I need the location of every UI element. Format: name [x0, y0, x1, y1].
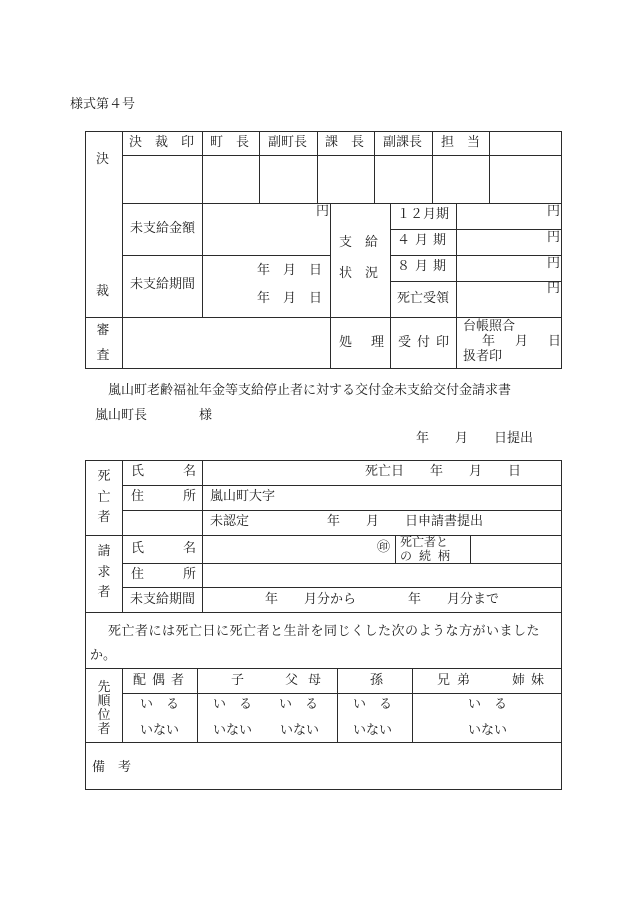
claimant-address-cell [202, 563, 562, 588]
grandchild-header: 孫 [370, 673, 384, 688]
form-title: 嵐山町老齢福祉年金等支給停止者に対する交付金未支給交付金請求書 [108, 383, 512, 398]
approval-header-blank [489, 131, 562, 156]
header-section-chief-label: 課 長 [325, 135, 365, 150]
header-mayor-label: 町 長 [210, 135, 250, 150]
remarks-cell [85, 742, 562, 790]
processing-label: 処 理 [339, 335, 388, 350]
payment-status-cell [330, 203, 391, 318]
review-label: 審査 [96, 323, 110, 363]
spouse-absent: いない [140, 723, 180, 738]
deceased-group-label: 死亡者 [97, 469, 111, 525]
sisters-header: 姉妹 [512, 673, 551, 688]
unpaid-period-date-from: 年 月 日 [257, 263, 323, 278]
unpaid-amount-label: 未支給金額 [130, 221, 196, 236]
payment-status-top: 支 給 [339, 235, 379, 250]
submission-date: 年 月 日提出 [416, 431, 534, 446]
claimant-name-label: 氏 名 [131, 541, 197, 556]
receipt-stamp-label: 受付印 [398, 335, 456, 350]
claimant-address-label: 住 所 [131, 567, 197, 582]
period-label-december: １２月期 [397, 207, 450, 222]
stamp-box-staff [432, 155, 490, 204]
parents-header: 父母 [285, 673, 332, 688]
stamp-box-deputy-mayor [259, 155, 318, 204]
seal-mark: ㊞ [377, 540, 391, 555]
period-yen-april: 円 [547, 230, 561, 245]
question-line2: か。 [90, 648, 117, 663]
parents-absent: いない [280, 723, 320, 738]
relation-label-line2: の続柄 [400, 549, 458, 563]
child-present: い る [213, 697, 253, 712]
payment-status-bottom: 状 況 [339, 266, 379, 281]
period-yen-december: 円 [547, 204, 561, 219]
ledger-handler-seal-label: 扱者印 [463, 349, 503, 364]
period-yen-august: 円 [547, 256, 561, 271]
siblings-present: い る [468, 697, 508, 712]
deceased-address-label: 住 所 [131, 489, 197, 504]
grandchild-present: い る [353, 697, 393, 712]
addressee: 嵐山町長 様 [95, 408, 213, 423]
claimant-name-cell [202, 535, 396, 564]
unpaid-amount-yen: 円 [316, 204, 330, 219]
claim-period-value: 年 月分から 年 月分まで [265, 592, 500, 607]
approval-side-top: 決 [96, 152, 110, 167]
stamp-box-section-chief [317, 155, 375, 204]
period-label-death: 死亡受領 [397, 291, 450, 306]
grandchild-absent: いない [353, 723, 393, 738]
question-cell [85, 612, 562, 669]
stamp-box-deputy-chief [374, 155, 433, 204]
parents-present: い る [279, 697, 319, 712]
priority-group-label: 先順位者 [97, 680, 111, 737]
remarks-label: 備 考 [92, 760, 132, 775]
period-label-april: ４月期 [397, 233, 452, 248]
spouse-header: 配偶者 [133, 673, 191, 688]
question-line1: 死亡者には死亡日に死亡者と生計を同じくした次のような方がいました [108, 624, 541, 639]
stamp-box-mayor [202, 155, 260, 204]
approval-side-bottom: 裁 [96, 284, 110, 299]
stamp-box-approval [122, 155, 203, 204]
deceased-blank-label-cell [122, 510, 203, 536]
review-cell [122, 317, 331, 369]
unpaid-period-label: 未支給期間 [130, 277, 196, 292]
ledger-check-label: 台帳照合 [463, 319, 516, 334]
relation-label-line1: 死亡者と [400, 535, 449, 549]
brothers-header: 兄弟 [437, 673, 478, 688]
header-deputy-chief-label: 副課長 [383, 135, 423, 150]
ledger-date: 年 月 日 [482, 334, 565, 349]
claimant-group-label: 請求者 [97, 544, 111, 600]
period-yen-death: 円 [547, 281, 561, 296]
child-header: 子 [231, 673, 245, 688]
child-absent: いない [213, 723, 253, 738]
period-label-august: ８月期 [397, 259, 452, 274]
header-stamp-label: 決 裁 印 [129, 135, 195, 150]
deceased-address-value: 嵐山町大字 [210, 489, 276, 504]
claim-period-label: 未支給期間 [130, 592, 196, 607]
deceased-name-label: 氏 名 [131, 464, 197, 479]
header-staff-label: 担 当 [441, 135, 481, 150]
stamp-box-blank [489, 155, 562, 204]
spouse-present: い る [140, 697, 180, 712]
siblings-absent: いない [468, 723, 508, 738]
header-deputy-mayor-label: 副町長 [268, 135, 308, 150]
death-date: 死亡日 年 月 日 [365, 464, 522, 479]
relation-cell [470, 535, 562, 564]
form-number: 様式第４号 [70, 97, 136, 112]
unpaid-amount-cell [202, 203, 331, 256]
unpaid-period-date-to: 年 月 日 [257, 291, 323, 306]
unrecognized-application: 未認定 年 月 日申請書提出 [210, 514, 484, 529]
